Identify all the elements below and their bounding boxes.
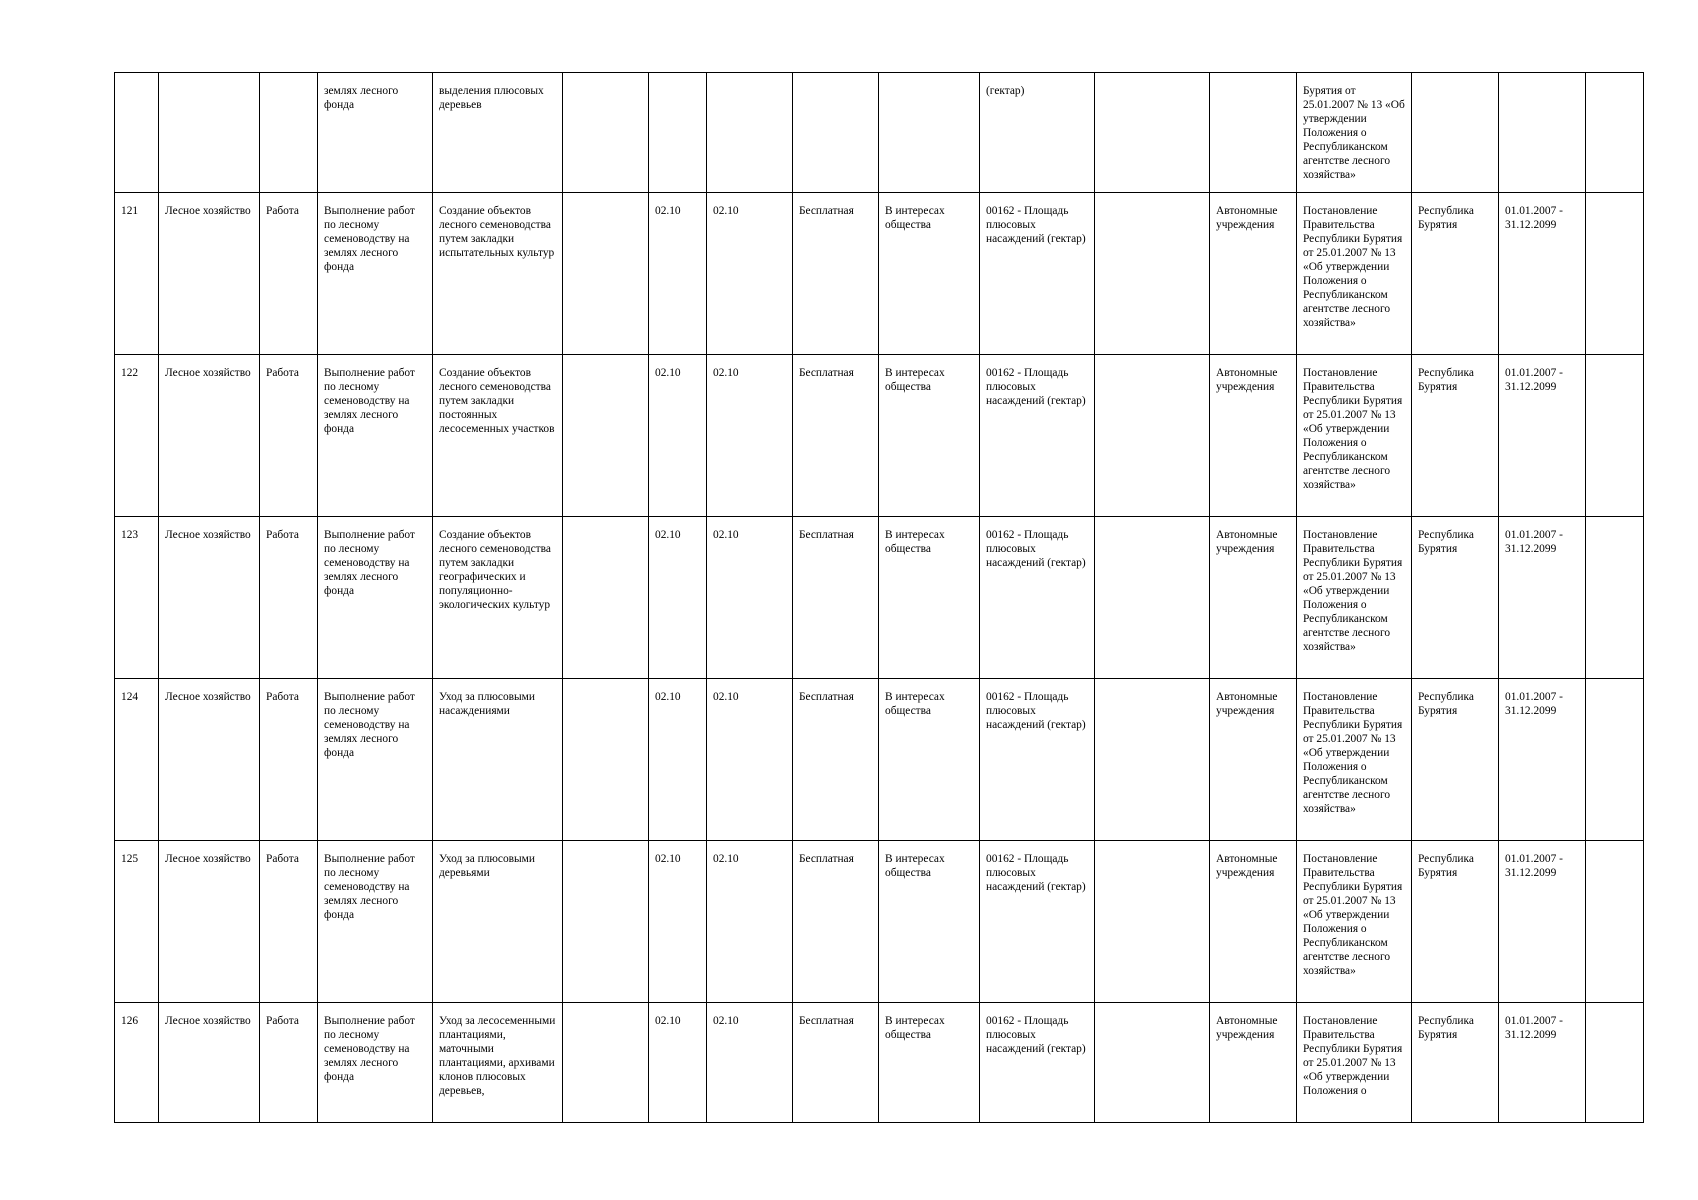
cell-type — [260, 73, 318, 193]
cell-type: Работа — [260, 841, 318, 1003]
cell-code: 02.10 — [649, 679, 707, 841]
cell-empty — [1095, 193, 1210, 355]
cell-legal-act: Бурятия от 25.01.2007 № 13 «Об утверждении Положения о Республиканском агентстве лесного хозяйства» — [1297, 73, 1412, 193]
cell-code: 02.10 — [707, 193, 793, 355]
cell-empty — [563, 73, 649, 193]
cell-sphere: Лесное хозяйство — [159, 517, 260, 679]
cell-payment — [793, 73, 879, 193]
cell-institution: Автономные учреждения — [1210, 193, 1297, 355]
cell-sphere: Лесное хозяйство — [159, 193, 260, 355]
cell-type: Работа — [260, 355, 318, 517]
cell-interest: В интересах общества — [879, 355, 980, 517]
cell-empty — [1586, 517, 1644, 679]
cell-institution: Автономные учреждения — [1210, 679, 1297, 841]
table-row — [115, 73, 1644, 193]
cell-sphere: Лесное хозяйство — [159, 355, 260, 517]
cell-legal-act: Постановление Правительства Республики Бурятия от 25.01.2007 № 13 «Об утверждении Положения о Республиканском агентстве лесного хозяйства» — [1297, 679, 1412, 841]
cell-empty — [1586, 679, 1644, 841]
cell-empty — [1095, 679, 1210, 841]
cell-institution: Автономные учреждения — [1210, 841, 1297, 1003]
cell-content: Уход за плюсовыми насаждениями — [433, 679, 563, 841]
cell-sphere: Лесное хозяйство — [159, 679, 260, 841]
table-row — [115, 193, 1644, 355]
cell-number: 121 — [115, 193, 159, 355]
cell-code: 02.10 — [707, 679, 793, 841]
cell-content: Уход за плюсовыми деревьями — [433, 841, 563, 1003]
cell-type: Работа — [260, 517, 318, 679]
cell-legal-act: Постановление Правительства Республики Бурятия от 25.01.2007 № 13 «Об утверждении Положения о — [1297, 1003, 1412, 1123]
cell-payment: Бесплатная — [793, 679, 879, 841]
cell-empty — [1586, 73, 1644, 193]
cell-institution: Автономные учреждения — [1210, 1003, 1297, 1123]
cell-empty — [1095, 841, 1210, 1003]
cell-number: 122 — [115, 355, 159, 517]
cell-indicator: 00162 - Площадь плюсовых насаждений (гектар) — [980, 679, 1095, 841]
cell-interest: В интересах общества — [879, 517, 980, 679]
cell-code: 02.10 — [649, 355, 707, 517]
cell-empty — [563, 517, 649, 679]
cell-legal-act: Постановление Правительства Республики Бурятия от 25.01.2007 № 13 «Об утверждении Положения о Республиканском агентстве лесного хозяйства» — [1297, 517, 1412, 679]
cell-type: Работа — [260, 1003, 318, 1123]
cell-legal-act: Постановление Правительства Республики Бурятия от 25.01.2007 № 13 «Об утверждении Положения о Республиканском агентстве лесного хозяйства» — [1297, 355, 1412, 517]
cell-type: Работа — [260, 679, 318, 841]
cell-code — [649, 73, 707, 193]
cell-interest: В интересах общества — [879, 841, 980, 1003]
cell-period: 01.01.2007 - 31.12.2099 — [1499, 841, 1586, 1003]
cell-interest: В интересах общества — [879, 193, 980, 355]
cell-code — [707, 73, 793, 193]
cell-institution — [1210, 73, 1297, 193]
cell-indicator: 00162 - Площадь плюсовых насаждений (гектар) — [980, 841, 1095, 1003]
cell-content: Создание объектов лесного семеноводства путем закладки испытательных культур — [433, 193, 563, 355]
cell-region — [1412, 73, 1499, 193]
cell-empty — [1095, 73, 1210, 193]
cell-number: 126 — [115, 1003, 159, 1123]
cell-empty — [563, 679, 649, 841]
cell-code: 02.10 — [707, 355, 793, 517]
cell-period: 01.01.2007 - 31.12.2099 — [1499, 355, 1586, 517]
cell-content: Создание объектов лесного семеноводства путем закладки постоянных лесосеменных участков — [433, 355, 563, 517]
cell-interest: В интересах общества — [879, 1003, 980, 1123]
cell-legal-act: Постановление Правительства Республики Бурятия от 25.01.2007 № 13 «Об утверждении Положения о Республиканском агентстве лесного хозяйства» — [1297, 841, 1412, 1003]
cell-indicator: 00162 - Площадь плюсовых насаждений (гектар) — [980, 193, 1095, 355]
cell-sphere: Лесное хозяйство — [159, 841, 260, 1003]
cell-period: 01.01.2007 - 31.12.2099 — [1499, 193, 1586, 355]
cell-empty — [1095, 517, 1210, 679]
cell-indicator: 00162 - Площадь плюсовых насаждений (гектар) — [980, 517, 1095, 679]
cell-payment: Бесплатная — [793, 1003, 879, 1123]
cell-interest — [879, 73, 980, 193]
cell-empty — [563, 841, 649, 1003]
cell-period: 01.01.2007 - 31.12.2099 — [1499, 517, 1586, 679]
cell-name: Выполнение работ по лесному семеноводству на землях лесного фонда — [318, 679, 433, 841]
cell-name: Выполнение работ по лесному семеноводству на землях лесного фонда — [318, 193, 433, 355]
cell-region: Республика Бурятия — [1412, 679, 1499, 841]
cell-sphere — [159, 73, 260, 193]
cell-content: выделения плюсовых деревьев — [433, 73, 563, 193]
cell-sphere: Лесное хозяйство — [159, 1003, 260, 1123]
cell-name: Выполнение работ по лесному семеноводству на землях лесного фонда — [318, 355, 433, 517]
cell-empty — [1586, 1003, 1644, 1123]
cell-name: Выполнение работ по лесному семеноводству на землях лесного фонда — [318, 1003, 433, 1123]
cell-payment: Бесплатная — [793, 841, 879, 1003]
cell-name: Выполнение работ по лесному семеноводству на землях лесного фонда — [318, 517, 433, 679]
cell-number: 124 — [115, 679, 159, 841]
table-row — [115, 517, 1644, 679]
cell-code: 02.10 — [707, 841, 793, 1003]
cell-code: 02.10 — [649, 517, 707, 679]
cell-indicator: 00162 - Площадь плюсовых насаждений (гектар) — [980, 1003, 1095, 1123]
cell-name: землях лесного фонда — [318, 73, 433, 193]
cell-region: Республика Бурятия — [1412, 1003, 1499, 1123]
cell-name: Выполнение работ по лесному семеноводству на землях лесного фонда — [318, 841, 433, 1003]
cell-empty — [1586, 841, 1644, 1003]
cell-region: Республика Бурятия — [1412, 841, 1499, 1003]
table-row — [115, 841, 1644, 1003]
cell-payment: Бесплатная — [793, 193, 879, 355]
table-row — [115, 1003, 1644, 1123]
cell-empty — [563, 193, 649, 355]
cell-empty — [563, 355, 649, 517]
cell-payment: Бесплатная — [793, 517, 879, 679]
cell-content: Создание объектов лесного семеноводства путем закладки географических и популяционно-экологических культур — [433, 517, 563, 679]
cell-empty — [1586, 193, 1644, 355]
cell-code: 02.10 — [707, 517, 793, 679]
cell-period: 01.01.2007 - 31.12.2099 — [1499, 1003, 1586, 1123]
cell-number: 123 — [115, 517, 159, 679]
cell-code: 02.10 — [649, 1003, 707, 1123]
cell-number: 125 — [115, 841, 159, 1003]
cell-code: 02.10 — [707, 1003, 793, 1123]
cell-period: 01.01.2007 - 31.12.2099 — [1499, 679, 1586, 841]
cell-empty — [1095, 1003, 1210, 1123]
cell-region: Республика Бурятия — [1412, 355, 1499, 517]
cell-institution: Автономные учреждения — [1210, 355, 1297, 517]
table-row — [115, 679, 1644, 841]
cell-period — [1499, 73, 1586, 193]
cell-code: 02.10 — [649, 841, 707, 1003]
cell-empty — [1586, 355, 1644, 517]
cell-region: Республика Бурятия — [1412, 517, 1499, 679]
registry-table — [114, 72, 1644, 1123]
cell-payment: Бесплатная — [793, 355, 879, 517]
cell-code: 02.10 — [649, 193, 707, 355]
cell-legal-act: Постановление Правительства Республики Бурятия от 25.01.2007 № 13 «Об утверждении Положения о Республиканском агентстве лесного хозяйства» — [1297, 193, 1412, 355]
cell-region: Республика Бурятия — [1412, 193, 1499, 355]
cell-empty — [563, 1003, 649, 1123]
table-row — [115, 355, 1644, 517]
cell-interest: В интересах общества — [879, 679, 980, 841]
cell-empty — [1095, 355, 1210, 517]
cell-institution: Автономные учреждения — [1210, 517, 1297, 679]
cell-number — [115, 73, 159, 193]
cell-type: Работа — [260, 193, 318, 355]
cell-indicator: (гектар) — [980, 73, 1095, 193]
cell-indicator: 00162 - Площадь плюсовых насаждений (гектар) — [980, 355, 1095, 517]
cell-content: Уход за лесосеменными плантациями, маточными плантациями, архивами клонов плюсовых деревьев, — [433, 1003, 563, 1123]
